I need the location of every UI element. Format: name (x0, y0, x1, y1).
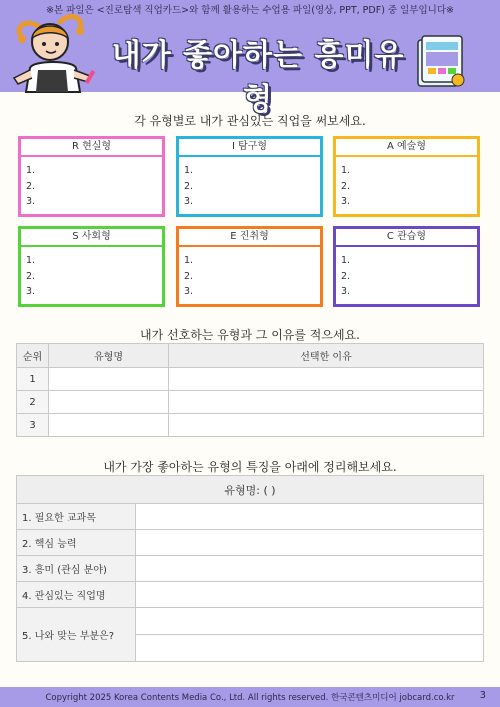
rank-cell: 3 (17, 414, 49, 437)
list-item[interactable]: 3. (26, 196, 36, 207)
page-title: 내가 좋아하는 흥미유형 (111, 38, 405, 117)
list-item[interactable]: 2. (184, 270, 194, 282)
header-banner (0, 0, 500, 117)
col-reason: 선택한 이유 (169, 344, 484, 368)
table-row (17, 556, 484, 582)
rank-cell: 2 (17, 391, 49, 414)
answer-cell[interactable] (136, 530, 484, 556)
table-row (17, 582, 484, 608)
type-box-e (176, 226, 323, 307)
table-row (17, 608, 484, 635)
section2-heading: 내가 선호하는 유형과 그 이유를 적으세요. (140, 328, 360, 342)
job-list (336, 247, 477, 300)
col-type-name: 유형명 (49, 344, 169, 368)
job-list (336, 157, 477, 210)
list-item[interactable]: 3. (341, 196, 351, 207)
type-name-label[interactable]: 유형명: ( ) (17, 476, 484, 504)
table-row (17, 504, 484, 530)
list-item[interactable]: 1. (26, 255, 36, 266)
rank-cell: 1 (17, 368, 49, 391)
type-box-s (18, 226, 165, 307)
type-box-c (333, 226, 480, 307)
type-box-title: A 예술형 (336, 139, 477, 157)
type-box-title: R 현실형 (21, 139, 162, 157)
answer-cell[interactable] (136, 556, 484, 582)
job-list (179, 247, 320, 300)
job-list (21, 157, 162, 210)
table-row (17, 368, 484, 391)
list-item[interactable]: 3. (184, 196, 194, 207)
list-item[interactable]: 1. (26, 165, 36, 176)
notice-text: ※본 파일은 <진로탐색 직업카드>와 함께 활용하는 수업용 파일(영상, PPT, PDF) 중 일부입니다※ (46, 5, 454, 16)
list-item[interactable]: 2. (26, 270, 36, 282)
type-box-i (176, 136, 323, 217)
list-item[interactable]: 1. (341, 255, 351, 266)
page-number: 3 (479, 690, 486, 701)
row-label: 3. 흥미 (관심 분야) (17, 556, 136, 582)
job-list (179, 157, 320, 210)
footer-bar (0, 687, 500, 707)
answer-cell[interactable] (136, 582, 484, 608)
col-rank: 순위 (17, 344, 49, 368)
row-label: 4. 관심있는 직업명 (17, 582, 136, 608)
table-row (17, 391, 484, 414)
section1-heading: 각 유형별로 내가 관심있는 직업을 써보세요. (134, 114, 366, 128)
row-label: 2. 핵심 능력 (17, 530, 136, 556)
job-card-box-illustration (414, 34, 466, 90)
reason-cell[interactable] (169, 391, 484, 414)
answer-cell[interactable] (136, 608, 484, 635)
table-row (17, 530, 484, 556)
type-name-cell[interactable] (49, 368, 169, 391)
answer-cell[interactable] (136, 504, 484, 530)
list-item[interactable]: 2. (341, 180, 351, 192)
type-box-title: C 관습형 (336, 229, 477, 247)
preference-table (16, 343, 484, 437)
table-row (17, 414, 484, 437)
list-item[interactable]: 1. (341, 165, 351, 176)
answer-cell[interactable] (136, 635, 484, 662)
list-item[interactable]: 2. (184, 180, 194, 192)
type-name-cell[interactable] (49, 391, 169, 414)
type-box-title: E 진취형 (179, 229, 320, 247)
row-label: 5. 나와 맞는 부분은? (17, 608, 136, 662)
list-item[interactable]: 1. (184, 165, 194, 176)
student-illustration (4, 8, 100, 92)
section3-heading: 내가 가장 좋아하는 유형의 특징을 아래에 정리해보세요. (103, 460, 397, 474)
job-list (21, 247, 162, 300)
reason-cell[interactable] (169, 368, 484, 391)
table-header-row (17, 344, 484, 368)
list-item[interactable]: 2. (341, 270, 351, 282)
type-box-r (18, 136, 165, 217)
table-header-row (17, 476, 484, 504)
type-box-title: S 사회형 (21, 229, 162, 247)
row-label: 1. 필요한 교과목 (17, 504, 136, 530)
list-item[interactable]: 2. (26, 180, 36, 192)
list-item[interactable]: 1. (184, 255, 194, 266)
type-box-a (333, 136, 480, 217)
type-name-cell[interactable] (49, 414, 169, 437)
reason-cell[interactable] (169, 414, 484, 437)
characteristics-table (16, 475, 484, 662)
type-box-title: I 탐구형 (179, 139, 320, 157)
copyright-text: Copyright 2025 Korea Contents Media Co., Ltd. All rights reserved. 한국콘텐츠미디어 jobcard.co.kr (45, 693, 455, 703)
list-item[interactable]: 3. (341, 286, 351, 297)
list-item[interactable]: 3. (184, 286, 194, 297)
list-item[interactable]: 3. (26, 286, 36, 297)
